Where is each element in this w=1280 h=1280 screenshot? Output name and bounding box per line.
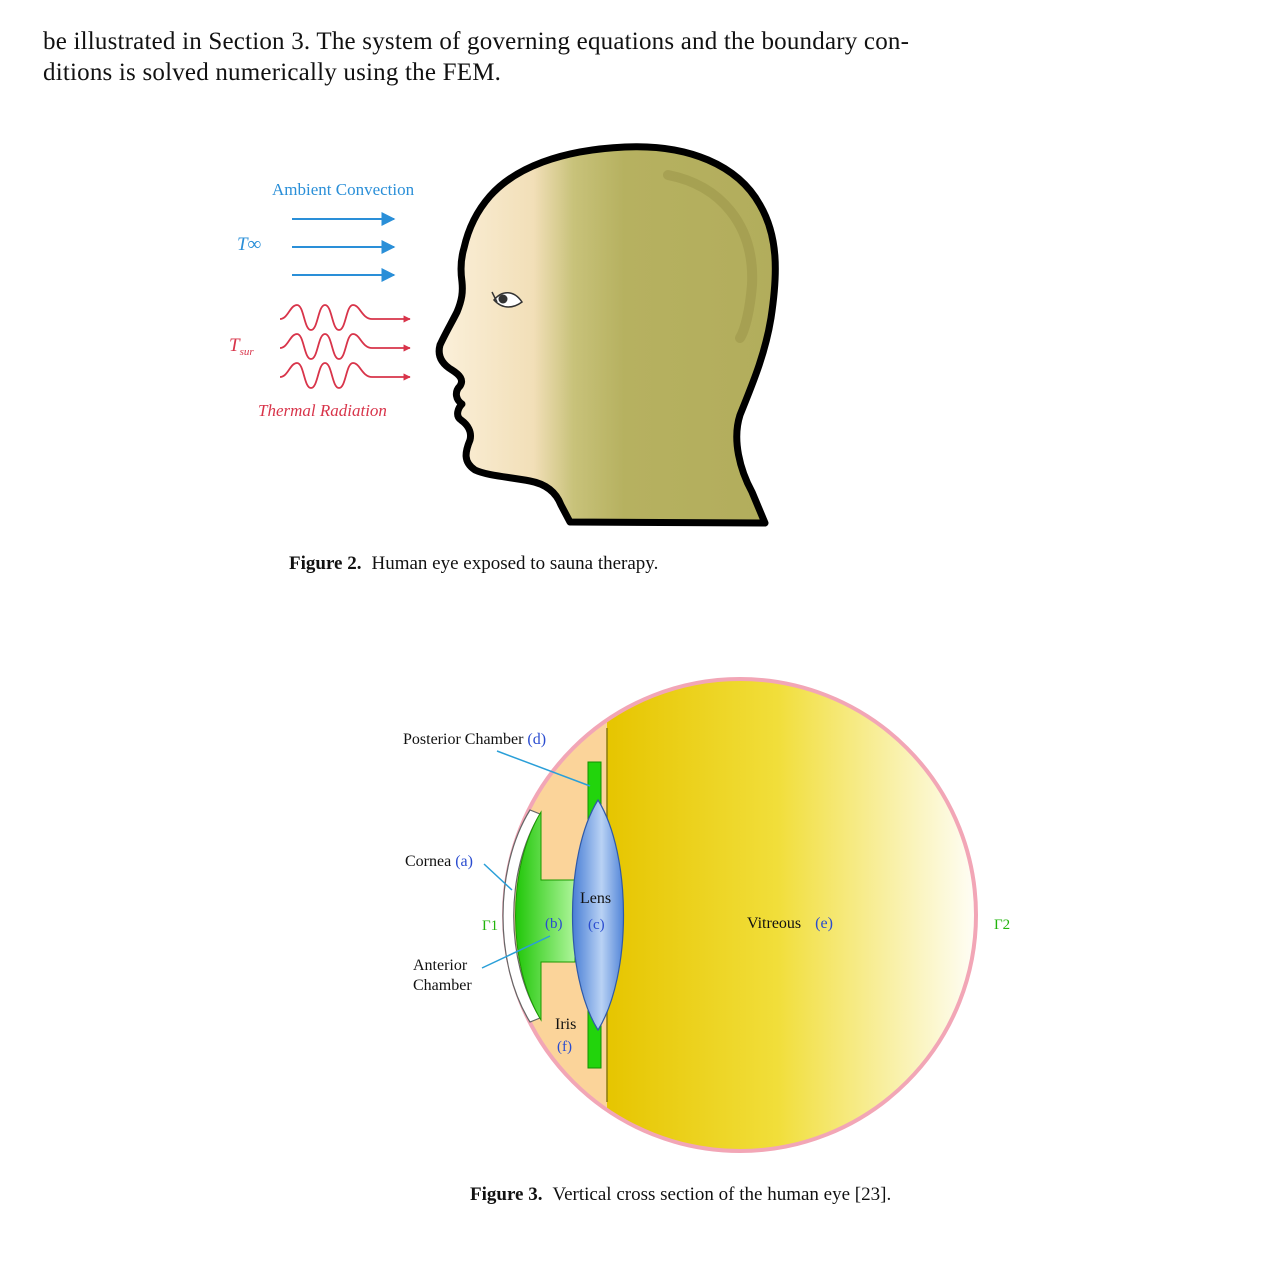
anterior-chamber-label-2: Chamber xyxy=(413,977,472,994)
t-sur-label: $T_{sur}$ xyxy=(229,335,254,358)
figure-3-caption xyxy=(470,1184,891,1206)
gamma-2-label: Γ2 xyxy=(994,917,1011,933)
figure-3-number: Figure 3. xyxy=(470,1184,543,1205)
posterior-chamber-label: Posterior Chamber (d) xyxy=(403,731,547,748)
thermal-radiation-label: Thermal Radiation xyxy=(258,401,387,420)
lens-tag: (c) xyxy=(588,917,605,933)
figure-2-caption-text: Human eye exposed to sauna therapy. xyxy=(371,553,659,574)
figure-2-number: Figure 2. xyxy=(289,553,362,574)
anterior-chamber-label-1: Anterior xyxy=(413,957,468,974)
figure-3-caption-text: Vertical cross section of the human eye [23]. xyxy=(552,1184,892,1205)
ambient-convection-label: Ambient Convection xyxy=(272,180,415,199)
t-infinity-label: T∞ xyxy=(237,234,262,255)
paragraph-line-1: be illustrated in Section 3. The system of governing equations and the boundary con- xyxy=(43,28,910,55)
iris-label: Iris xyxy=(555,1016,577,1033)
iris-tag: (f) xyxy=(557,1039,572,1055)
paragraph-line-2: ditions is solved numerically using the FEM. xyxy=(43,59,502,86)
gamma-1-label: Γ1 xyxy=(482,918,499,934)
lens-label: Lens xyxy=(580,890,612,907)
anterior-chamber-tag: (b) xyxy=(545,916,563,932)
vitreous-label: Vitreous (e) xyxy=(747,915,833,932)
cornea-label: Cornea (a) xyxy=(405,853,473,870)
